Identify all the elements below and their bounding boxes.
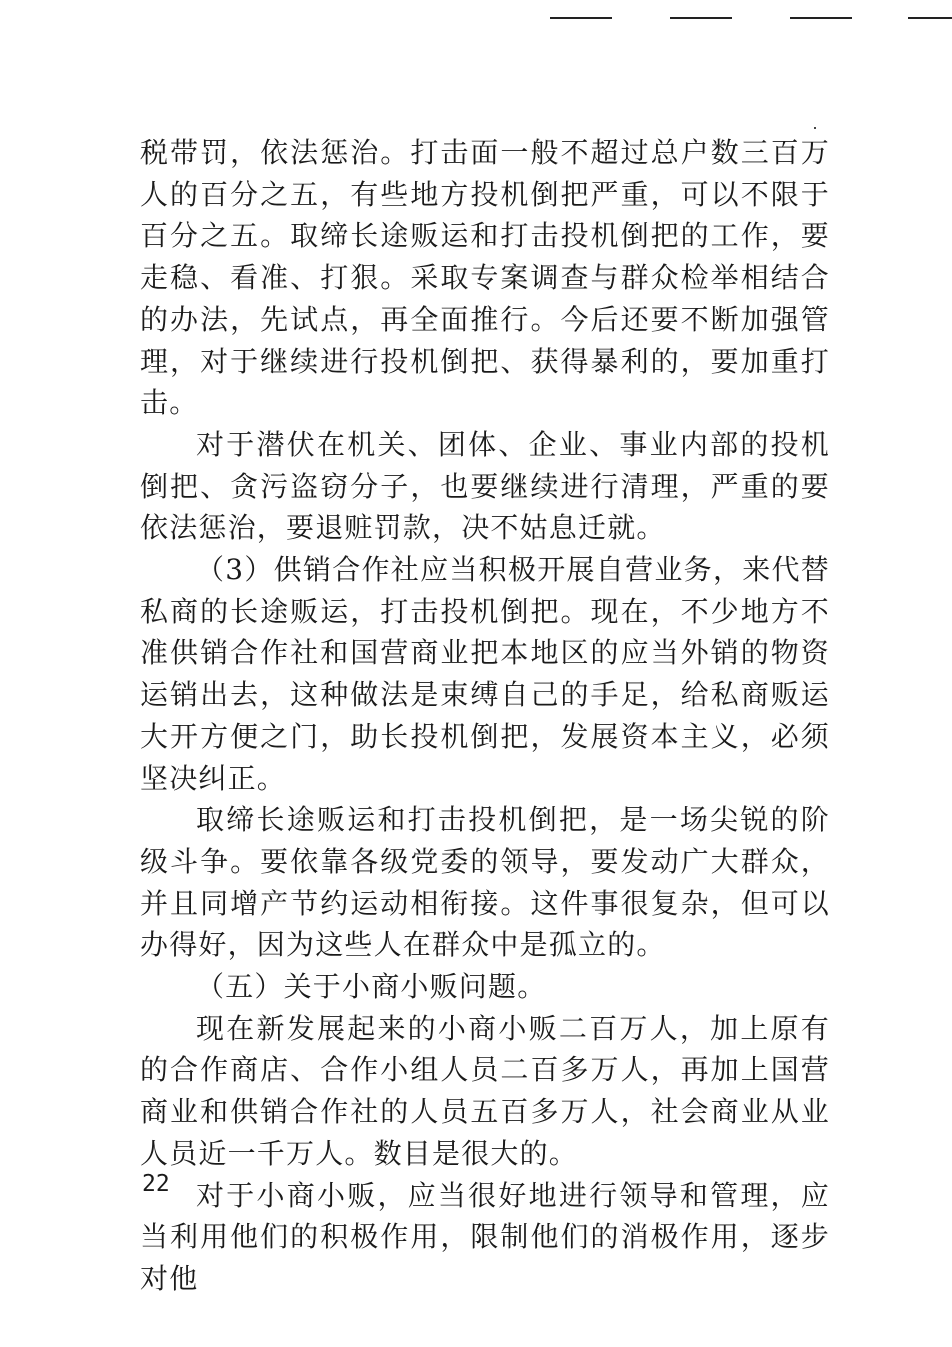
paragraph: 对于小商小贩，应当很好地进行领导和管理，应当利用他们的积极作用，限制他们的消极作用，逐步对他 (140, 1178, 830, 1295)
body-text (140, 132, 830, 1300)
header-rule-1 (550, 17, 612, 19)
header-rule-4 (908, 17, 952, 19)
paragraph-continued: 税带罚，依法惩治。打击面一般不超过总户数三百万人的百分之五，有些地方投机倒把严重，可以不限于百分之五。取缔长途贩运和打击投机倒把的工作，要走稳、看准、打狠。采取专案调查与群众检举相结合的办法，先试点，再全面推行。今后还要不断加强管理，对于继续进行投机倒把、获得暴利的，要加重打击。 (140, 136, 830, 420)
section-heading: （五）关于小商小贩问题。 (196, 970, 547, 1004)
header-rule-3 (790, 17, 852, 19)
paragraph: 现在新发展起来的小商小贩二百万人，加上原有的合作商店、合作小组人员二百多万人，再加上国营商业和供销合作社的人员五百多万人，社会商业从业人员近一千万人。数目是很大的。 (140, 1011, 830, 1170)
paragraph: （3）供销合作社应当积极开展自营业务，来代替私商的长途贩运，打击投机倒把。现在，不少地方不准供销合作社和国营商业把本地区的应当外销的物资运销出去，这种做法是束缚自己的手足，给私商贩运大开方便之门，助长投机倒把，发展资本主义，必须坚决纠正。 (140, 553, 830, 795)
paragraph: 对于潜伏在机关、团体、企业、事业内部的投机倒把、贪污盗窃分子，也要继续进行清理，严重的要依法惩治，要退赃罚款，决不姑息迁就。 (140, 427, 830, 545)
header-rule-2 (670, 17, 732, 19)
page-number: 22 (142, 1171, 170, 1197)
scan-speck (814, 127, 816, 129)
paragraph: 取缔长途贩运和打击投机倒把，是一场尖锐的阶级斗争。要依靠各级党委的领导，要发动广大群众，并且同增产节约运动相衔接。这件事很复杂，但可以办得好，因为这些人在群众中是孤立的。 (140, 803, 830, 962)
